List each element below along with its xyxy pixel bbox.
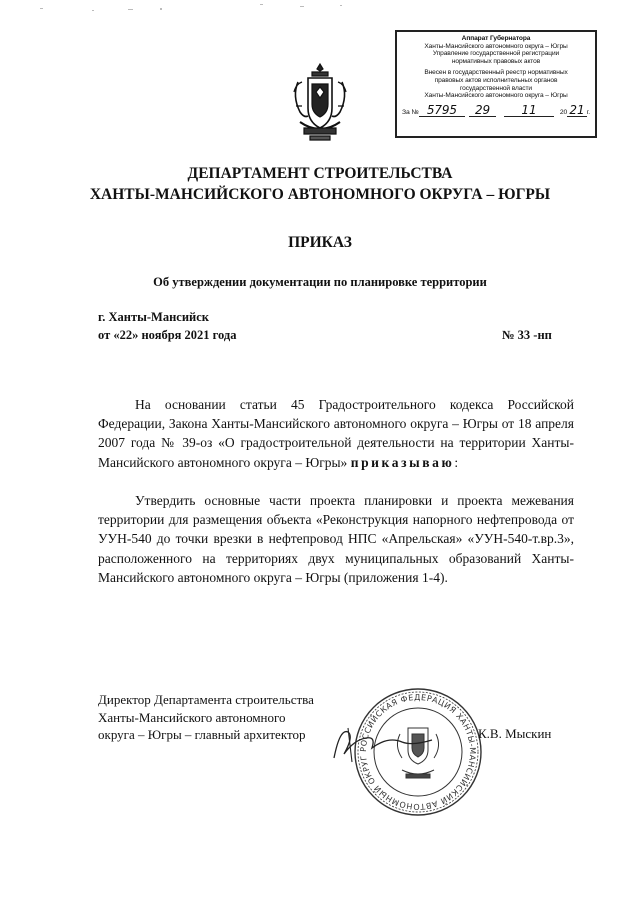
stamp-org-line: Ханты-Мансийского автономного округа – Югры [424, 42, 568, 50]
signer-position-line1: Директор Департамента строительства [98, 692, 314, 707]
coat-of-arms-emblem [290, 62, 350, 144]
stamp-year-prefix: 20 [559, 109, 568, 117]
decision-paragraph: Утвердить основные части проекта планировки и проекта межевания территории для размещения объекта «Реконструкция напорного нефтепровода от УУН-540 до точки врезки в нефтепровод НПС «Апрельская» «УУН-540-т.вр.3», расположенного на территориях двух муниципальных образований Ханты-Мансийского автономного округа – Югры (приложения 1-4). [98, 493, 574, 585]
signer-position [98, 691, 314, 744]
stamp-month: 11 [504, 104, 554, 117]
stamp-day: 29 [469, 104, 496, 117]
seal-outer-text: РОССИЙСКАЯ ФЕДЕРАЦИЯ ХАНТЫ-МАНСИЙСКИЙ АВТОНОМНЫЙ ОКРУГ [358, 692, 478, 812]
stamp-org-line: нормативных правовых актов [451, 57, 541, 65]
stamp-register-line: Внесен в государственный реестр нормативных [424, 69, 568, 77]
signer-position-line3: округа – Югры – главный архитектор [98, 727, 306, 742]
stamp-register-line: правовых актов исполнительных органов [434, 76, 558, 84]
signer-name: К.В. Мыскин [478, 726, 552, 741]
stamp-register-line: государственной власти [459, 84, 533, 92]
basis-text: На основании статьи 45 Градостроительного кодекса Российской Федерации, Закона Ханты-Мансийского автономного округа – Югры от 18 апреля 2007 года № 39-оз «О градостроительной деятельности на территории Ханты-Мансийского автономного округа – Югры» [98, 397, 574, 470]
stamp-org-line: Аппарат Губернатора [461, 35, 531, 42]
department-title-line2: ХАНТЫ-МАНСИЙСКОГО АВТОНОМНОГО ОКРУГА – ЮГРЫ [89, 186, 551, 203]
department-title-line1: ДЕПАРТАМЕНТ СТРОИТЕЛЬСТВА [187, 165, 453, 182]
stamp-org-line: Управление государственной регистрации [432, 50, 560, 58]
document-subject: Об утверждении документации по планировке территории [153, 275, 487, 289]
department-title [0, 163, 640, 205]
registry-stamp [395, 30, 597, 138]
order-word: приказываю [350, 454, 455, 470]
signer-position-line2: Ханты-Мансийского автономного [98, 709, 286, 725]
stamp-number: 5795 [419, 104, 465, 117]
stamp-registration-line [402, 104, 590, 117]
stamp-year: 21 [567, 104, 586, 117]
issue-city: г. Ханты-Мансийск [98, 310, 210, 324]
stamp-register-line: Ханты-Мансийского автономного округа – Югры [424, 92, 568, 100]
order-colon: : [454, 454, 459, 470]
handwritten-signature [330, 718, 440, 768]
stamp-year-end: г. [586, 109, 591, 117]
stamp-number-prefix: За № [402, 109, 419, 117]
issue-date: от «22» ноября 2021 года [98, 328, 237, 342]
document-type: ПРИКАЗ [288, 234, 352, 251]
order-number: № 33 -нп [502, 328, 552, 342]
basis-paragraph [98, 395, 574, 472]
